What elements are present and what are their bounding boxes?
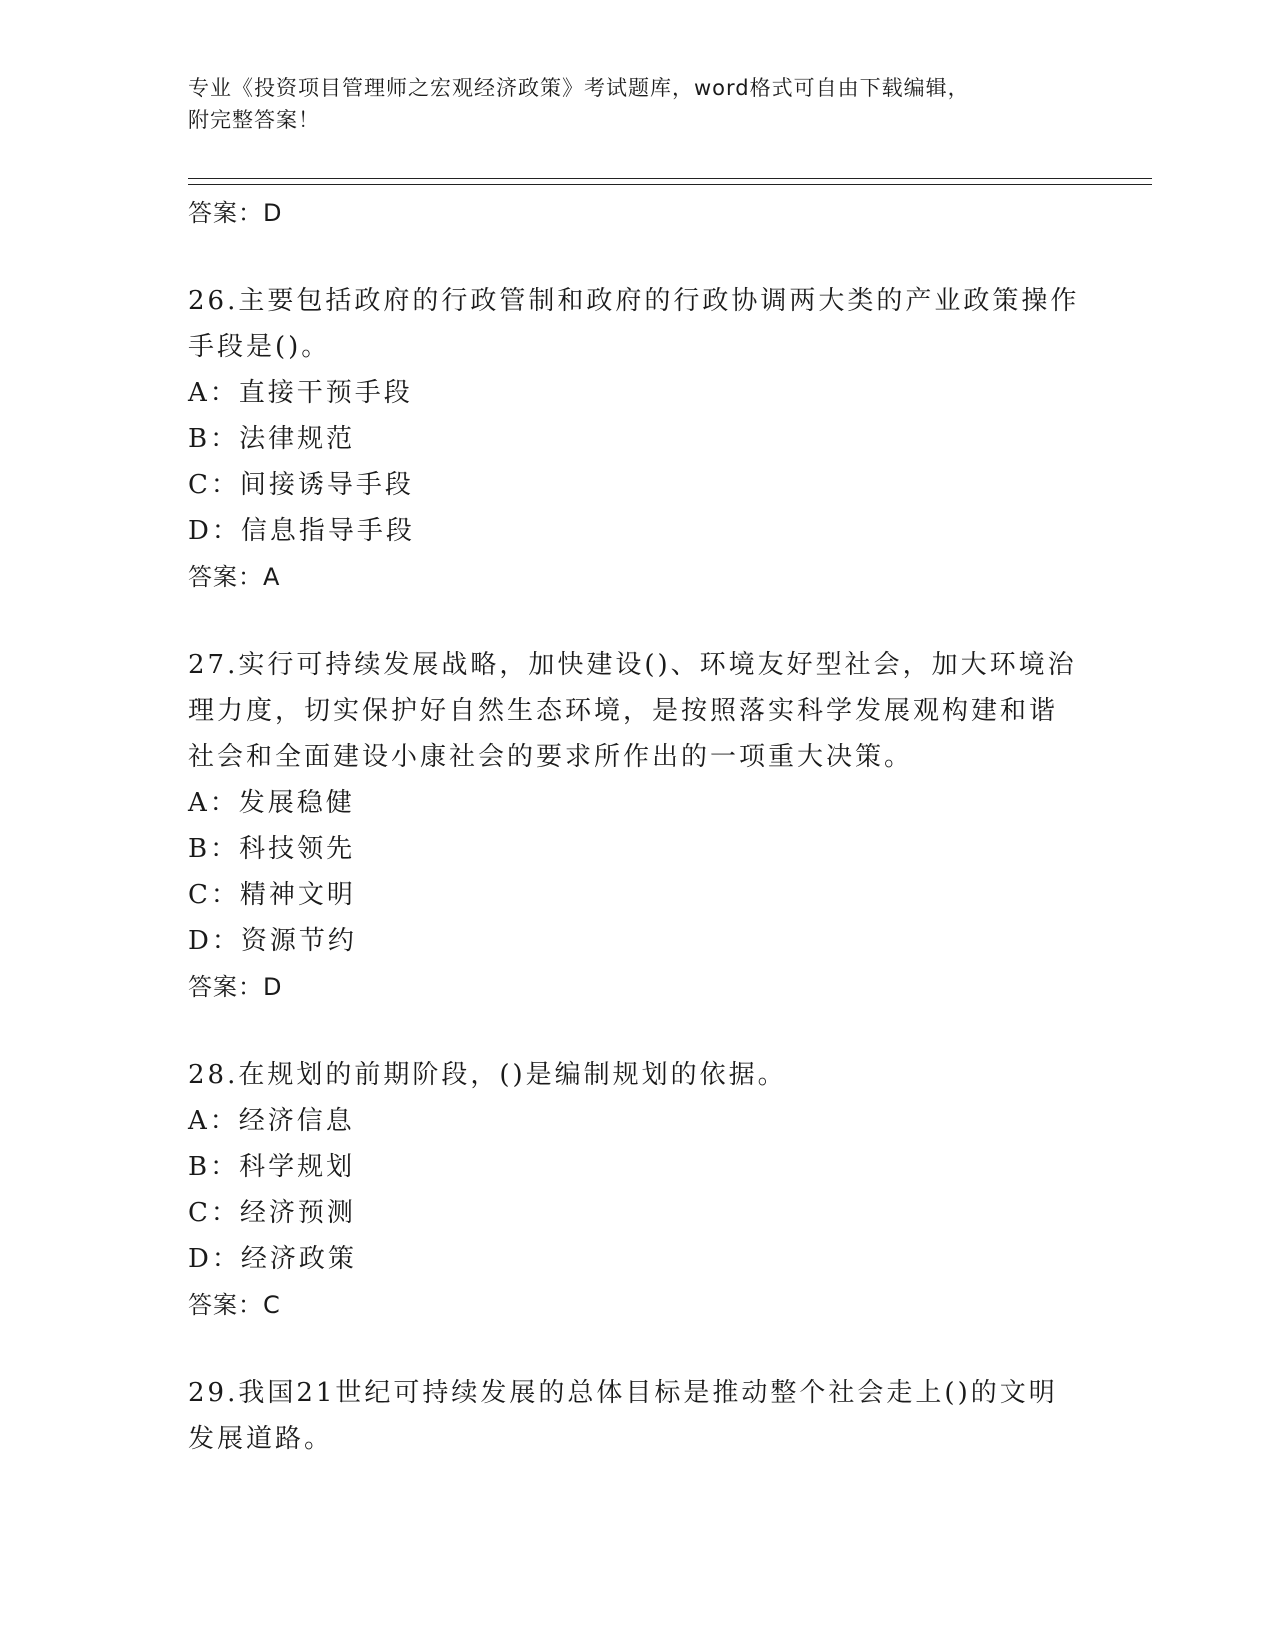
question-text: 发展道路。 — [188, 1424, 334, 1454]
question-28 — [188, 1052, 1088, 1328]
option-d: D：资源节约 — [188, 926, 357, 956]
answer-line: 答案：D — [188, 199, 283, 227]
question-text: 29.我国21世纪可持续发展的总体目标是推动整个社会走上()的文明 — [188, 1378, 1058, 1408]
question-text: 27.实行可持续发展战略，加快建设()、环境友好型社会，加大环境治 — [188, 650, 1077, 680]
option-a: A：直接干预手段 — [188, 378, 413, 408]
question-29 — [188, 1370, 1088, 1462]
option-d: D：信息指导手段 — [188, 516, 415, 546]
answer-line: 答案：D — [188, 973, 283, 1001]
option-d: D：经济政策 — [188, 1244, 357, 1274]
question-text: 28.在规划的前期阶段，()是编制规划的依据。 — [188, 1060, 787, 1090]
page-header — [188, 72, 1068, 136]
question-27 — [188, 642, 1088, 1010]
option-b: B：法律规范 — [188, 424, 356, 454]
answer-line: 答案：A — [188, 563, 281, 591]
header-rule-bottom — [188, 184, 1152, 185]
option-b: B：科学规划 — [188, 1152, 356, 1182]
answer-line: 答案：C — [188, 1291, 281, 1319]
question-list — [188, 190, 1088, 1462]
option-b: B：科技领先 — [188, 834, 356, 864]
header-line-1: 专业《投资项目管理师之宏观经济政策》考试题库，word格式可自由下载编辑， — [188, 76, 970, 100]
question-26 — [188, 278, 1088, 600]
question-text: 理力度，切实保护好自然生态环境，是按照落实科学发展观构建和谐 — [188, 696, 1059, 726]
question-text: 社会和全面建设小康社会的要求所作出的一项重大决策。 — [188, 742, 914, 772]
option-c: C：间接诱导手段 — [188, 470, 414, 500]
question-text: 26.主要包括政府的行政管制和政府的行政协调两大类的产业政策操作 — [188, 286, 1080, 316]
option-c: C：精神文明 — [188, 880, 356, 910]
header-rule-top — [188, 178, 1152, 179]
option-a: A：经济信息 — [188, 1106, 355, 1136]
question-text: 手段是()。 — [188, 332, 331, 362]
option-c: C：经济预测 — [188, 1198, 356, 1228]
header-line-2: 附完整答案！ — [188, 108, 320, 132]
option-a: A：发展稳健 — [188, 788, 355, 818]
